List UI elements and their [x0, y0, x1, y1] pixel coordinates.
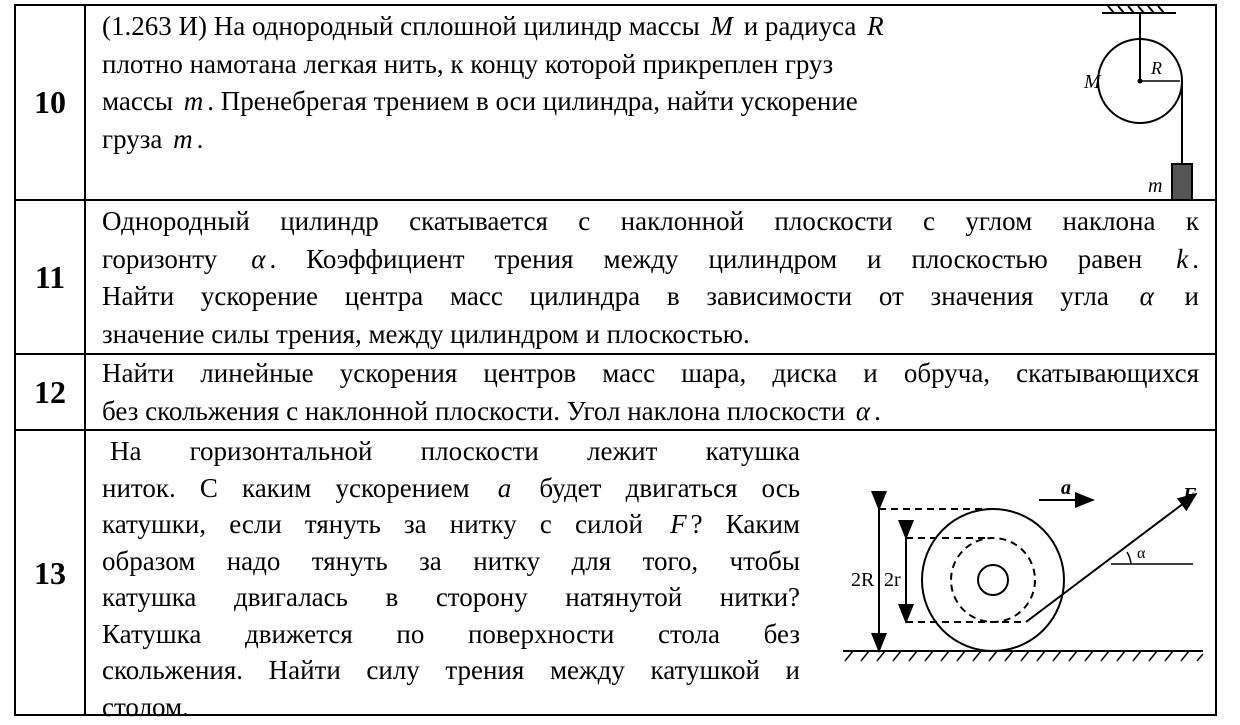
text-line: ниток. С каким ускорением a будет двигаться ось	[102, 470, 800, 507]
text-line: груза m .	[102, 121, 1037, 159]
label-a: a	[1061, 477, 1071, 499]
text-line: без скольжения с наклонной плоскости. Угол наклона плоскости α .	[102, 393, 1199, 431]
problem-row-11	[16, 201, 1215, 355]
problem-number: 10	[16, 6, 86, 199]
problems-table	[14, 4, 1217, 716]
text-line: Найти линейные ускорения центров масс шара, диска и обруча, скатывающихся	[102, 355, 1199, 393]
label-2R: 2R	[851, 569, 875, 591]
label-alpha: α	[1137, 545, 1146, 562]
text-line: массы m . Пренебрегая трением в оси цилиндра, найти ускорение	[102, 83, 1037, 121]
problem-row-10	[16, 6, 1215, 201]
problem-row-12	[16, 355, 1215, 431]
alpha-arc	[1127, 552, 1131, 564]
text-line: образом надо тянуть за нитку для того, чтобы	[102, 543, 800, 580]
label-F: F	[1182, 484, 1197, 506]
problem-text	[102, 355, 1199, 430]
text-line: скольжения. Найти силу трения между катушкой и	[102, 652, 800, 689]
text-line: Найти ускорение центра масс цилиндра в зависимости от значения угла α и	[102, 278, 1199, 316]
spool-figure	[831, 456, 1206, 666]
problem-number: 12	[16, 355, 86, 429]
text-line: плотно намотана легкая нить, к концу которой прикреплен груз	[102, 46, 1037, 84]
label-R: R	[1150, 58, 1162, 78]
text-line: (1.263 И) На однородный сплошной цилиндр массы M и радиуса R	[102, 8, 1037, 46]
problem-text	[102, 203, 1199, 353]
text-line: На горизонтальной плоскости лежит катушка	[102, 433, 800, 470]
label-M: M	[1083, 71, 1102, 93]
problem-text	[102, 8, 1037, 158]
label-2r: 2r	[884, 569, 901, 591]
problem-row-13	[16, 431, 1215, 716]
text-line: Однородный цилиндр скатывается с наклонной плоскости с углом наклона к	[102, 203, 1199, 241]
label-m: m	[1148, 175, 1162, 197]
pulley-figure	[1056, 6, 1216, 199]
text-line: Катушка движется по поверхности стола без	[102, 616, 800, 653]
problem-text	[102, 433, 800, 725]
spool-inner-circle	[951, 538, 1035, 622]
spool-outer-circle	[922, 509, 1064, 651]
text-line: значение силы трения, между цилиндром и плоскостью.	[102, 316, 1199, 354]
problem-number: 11	[16, 201, 86, 353]
problem-number: 13	[16, 431, 86, 716]
text-line: горизонту α . Коэффициент трения между цилиндром и плоскостью равен k .	[102, 241, 1199, 279]
spool-axle-circle	[978, 565, 1008, 595]
thread-line	[1026, 494, 1196, 622]
weight-block	[1172, 164, 1192, 199]
text-line: столом.	[102, 689, 800, 725]
text-line: катушки, если тянуть за нитку с силой F ? Каким	[102, 506, 800, 543]
text-line: катушка двигалась в сторону натянутой нитки?	[102, 579, 800, 616]
